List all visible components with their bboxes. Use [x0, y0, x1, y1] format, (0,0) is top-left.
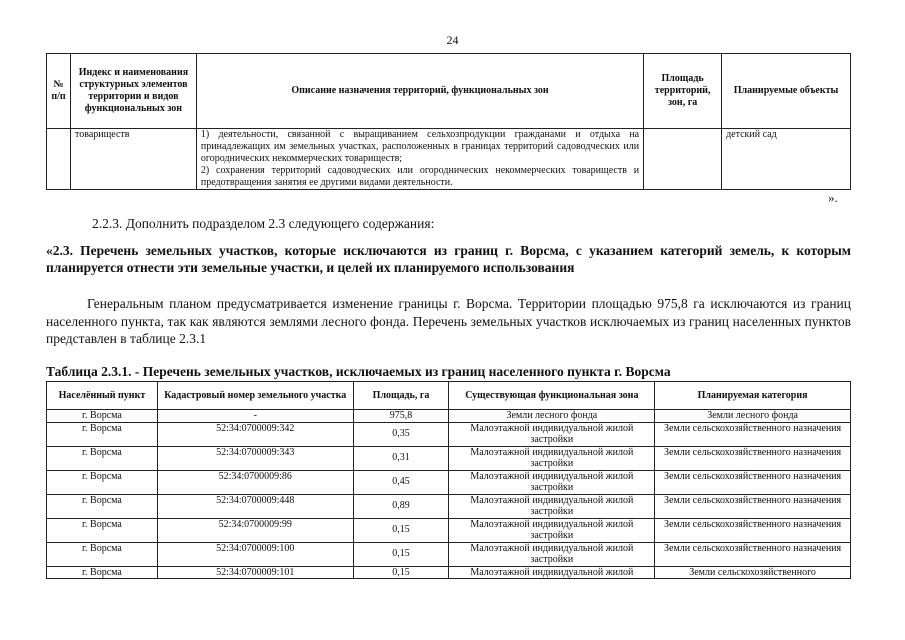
table-row — [47, 470, 851, 494]
cell-settlement: г. Ворсма — [47, 470, 158, 494]
table-row — [47, 518, 851, 542]
header-element: Индекс и наименования структурных элементов территории и видов функциональных зон — [70, 54, 196, 129]
row-objects: детский сад — [722, 129, 851, 190]
cell-settlement: г. Ворсма — [47, 410, 158, 423]
cell-zone: Малоэтажной индивидуальной жилой — [449, 566, 655, 579]
cell-area: 0,15 — [353, 566, 449, 579]
cell-zone: Малоэтажной индивидуальной жилой застройки — [449, 542, 655, 566]
cell-category: Земли сельскохозяйственного назначения — [655, 518, 851, 542]
cell-area: 0,15 — [353, 542, 449, 566]
header-settlement: Населённый пункт — [47, 382, 158, 410]
header-zone: Существующая функциональная зона — [449, 382, 655, 410]
cell-settlement: г. Ворсма — [47, 494, 158, 518]
header-description: Описание назначения территорий, функциональных зон — [196, 54, 643, 129]
cell-area: 0,45 — [353, 470, 449, 494]
cell-cadastral: 52:34:0700009:343 — [157, 446, 353, 470]
row-index — [47, 129, 71, 190]
cell-settlement: г. Ворсма — [47, 446, 158, 470]
row-description — [196, 129, 643, 190]
cell-zone: Малоэтажной индивидуальной жилой застройки — [449, 422, 655, 446]
cell-cadastral: 52:34:0700009:100 — [157, 542, 353, 566]
header-category: Планируемая категория — [655, 382, 851, 410]
table-caption: Таблица 2.3.1. - Перечень земельных участков, исключаемых из границ населенного пункта г. Ворсма — [46, 364, 671, 379]
row-element: товариществ — [70, 129, 196, 190]
cell-area: 0,31 — [353, 446, 449, 470]
table-row — [47, 566, 851, 579]
cell-zone: Малоэтажной индивидуальной жилой застройки — [449, 470, 655, 494]
plots-table — [46, 381, 851, 579]
cell-area: 0,15 — [353, 518, 449, 542]
cell-category: Земли сельскохозяйственного назначения — [655, 542, 851, 566]
cell-category: Земли сельскохозяйственного — [655, 566, 851, 579]
cell-zone: Земли лесного фонда — [449, 410, 655, 423]
paragraph-2-2-3: 2.2.3. Дополнить подразделом 2.3 следующего содержания: — [92, 216, 435, 231]
zones-table — [46, 53, 851, 190]
row-area — [644, 129, 722, 190]
cell-category: Земли сельскохозяйственного назначения — [655, 422, 851, 446]
table-row — [47, 410, 851, 423]
cell-cadastral: 52:34:0700009:86 — [157, 470, 353, 494]
header-index: № п/п — [47, 54, 71, 129]
table-row — [47, 129, 851, 190]
header-objects: Планируемые объекты — [722, 54, 851, 129]
description-item-2: 2) сохранения территорий садоводческих или огороднических некоммерческих товариществ и предотвращения занятия ее другими видами деятельности. — [200, 165, 640, 188]
header-area: Площадь территорий, зон, га — [644, 54, 722, 129]
header-cadastral: Кадастровый номер земельного участка — [157, 382, 353, 410]
cell-cadastral: 52:34:0700009:448 — [157, 494, 353, 518]
cell-zone: Малоэтажной индивидуальной жилой застройки — [449, 494, 655, 518]
cell-area: 0,35 — [353, 422, 449, 446]
header-plot-area: Площадь, га — [353, 382, 449, 410]
closing-quote: ». — [828, 190, 838, 205]
cell-cadastral: 52:34:0700009:101 — [157, 566, 353, 579]
table-row — [47, 542, 851, 566]
cell-category: Земли сельскохозяйственного назначения — [655, 494, 851, 518]
table-row — [47, 494, 851, 518]
zones-table-header-row — [47, 54, 851, 129]
cell-settlement: г. Ворсма — [47, 422, 158, 446]
plots-table-header-row — [47, 382, 851, 410]
cell-category: Земли сельскохозяйственного назначения — [655, 470, 851, 494]
cell-area: 0,89 — [353, 494, 449, 518]
cell-category: Земли лесного фонда — [655, 410, 851, 423]
cell-zone: Малоэтажной индивидуальной жилой застройки — [449, 518, 655, 542]
table-row — [47, 446, 851, 470]
cell-settlement: г. Ворсма — [47, 518, 158, 542]
table-row — [47, 422, 851, 446]
cell-category: Земли сельскохозяйственного назначения — [655, 446, 851, 470]
cell-cadastral: 52:34:0700009:99 — [157, 518, 353, 542]
cell-zone: Малоэтажной индивидуальной жилой застройки — [449, 446, 655, 470]
cell-settlement: г. Ворсма — [47, 542, 158, 566]
body-paragraph: Генеральным планом предусматривается изменение границы г. Ворсма. Территории площадью 975,8 га исключаются из границ населенного пункта, так как являются землями лесного фонда. Перечень земельных участков исключаемых из границ населенных пунктов представлен в таблице 2.3.1 — [46, 296, 851, 346]
section-heading: «2.3. Перечень земельных участков, которые исключаются из границ г. Ворсма, с указанием категорий земель, к которым планируется отнести эти земельные участки, и целей их планируемого использования — [46, 243, 851, 275]
cell-area: 975,8 — [353, 410, 449, 423]
page-number: 24 — [446, 33, 459, 47]
cell-cadastral: 52:34:0700009:342 — [157, 422, 353, 446]
description-item-1: 1) деятельности, связанной с выращиванием сельхозпродукции гражданами и отдыха на принадлежащих им земельных участках, расположенных в границах территорий садоводческих или огороднических некоммерческих товариществ; — [200, 129, 640, 164]
cell-settlement: г. Ворсма — [47, 566, 158, 579]
cell-cadastral: - — [157, 410, 353, 423]
